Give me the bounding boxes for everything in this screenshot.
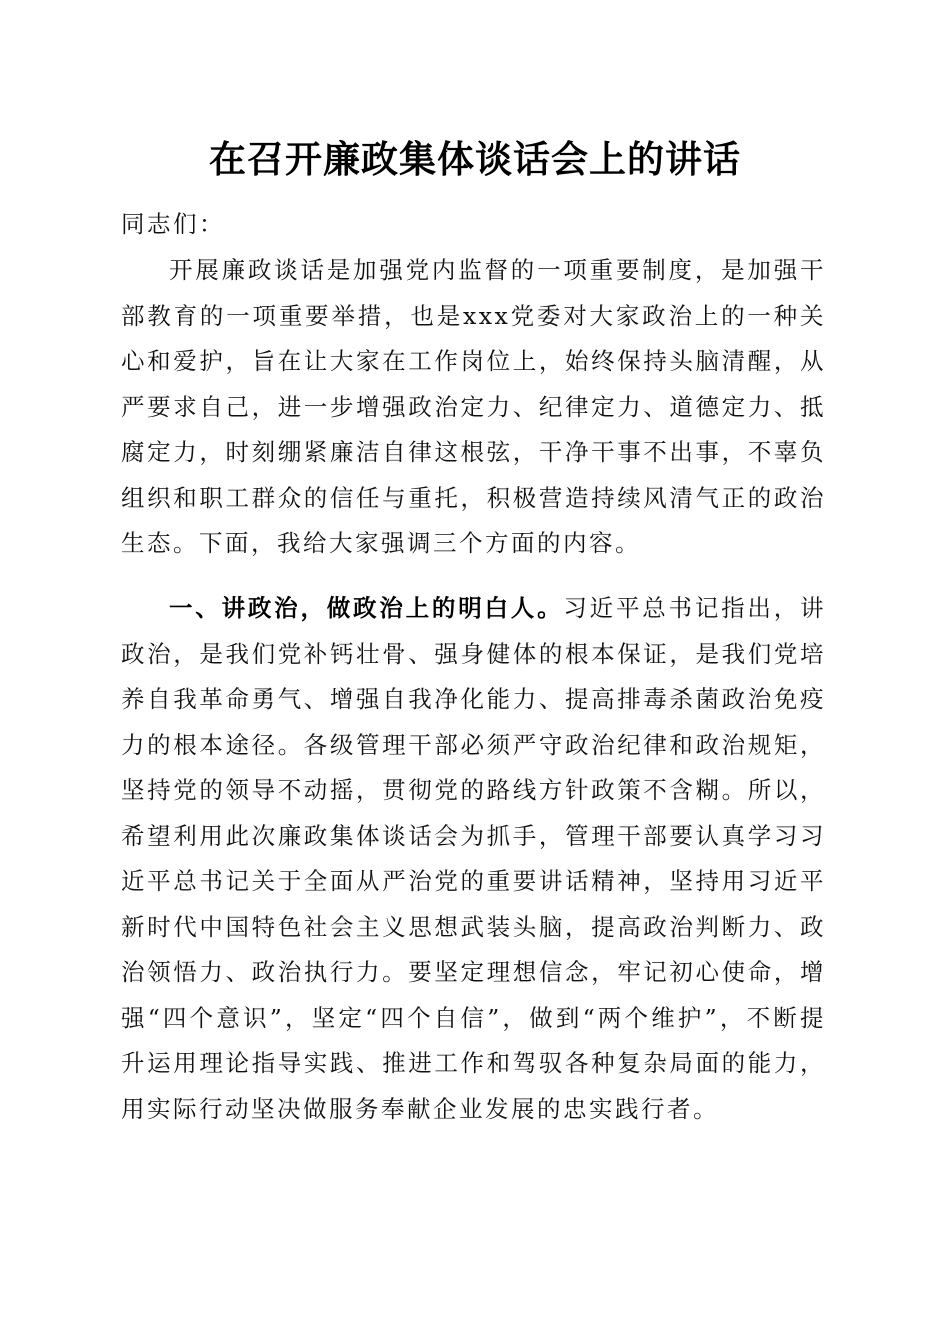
paragraph-section-1 — [121, 586, 826, 1132]
document-title: 在召开廉政集体谈话会上的讲话 — [209, 137, 741, 181]
section-1-heading: 一、讲政治，做政治上的明白人。 — [169, 594, 564, 622]
section-1-body: 习近平总书记指出，讲政治，是我们党补钙壮骨、强身健体的根本保证，是我们党培养自我革命勇气、增强自我净化能力、提高排毒杀菌政治免疫力的根本途径。各级管理干部必须严守政治纪律和政治规矩，坚持党的领导不动摇，贯彻党的路线方针政策不含糊。所以，希望利用此次廉政集体谈话会为抓手，管理干部要认真学习习近平总书记关于全面从严治党的重要讲话精神，坚持用习近平新时代中国特色社会主义思想武装头脑，提高政治判断力、政治领悟力、政治执行力。要坚定理想信念，牢记初心使命，增强“四个意识”，坚定“四个自信”，做到“两个维护”，不断提升运用理论指导实践、推进工作和驾驭各种复杂局面的能力，用实际行动坚决做服务奉献企业发展的忠实践行者。 — [121, 594, 826, 1123]
salutation: 同志们： — [121, 210, 225, 238]
paragraph-intro: 开展廉政谈话是加强党内监督的一项重要制度，是加强干部教育的一项重要举措，也是xxx党委对大家政治上的一种关心和爱护，旨在让大家在工作岗位上，始终保持头脑清醒，从严要求自己，进一步增强政治定力、纪律定力、道德定力、抵腐定力，时刻绷紧廉洁自律这根弦，干净干事不出事，不辜负组织和职工群众的信任与重托，积极营造持续风清气正的政治生态。下面，我给大家强调三个方面的内容。 — [121, 256, 826, 557]
